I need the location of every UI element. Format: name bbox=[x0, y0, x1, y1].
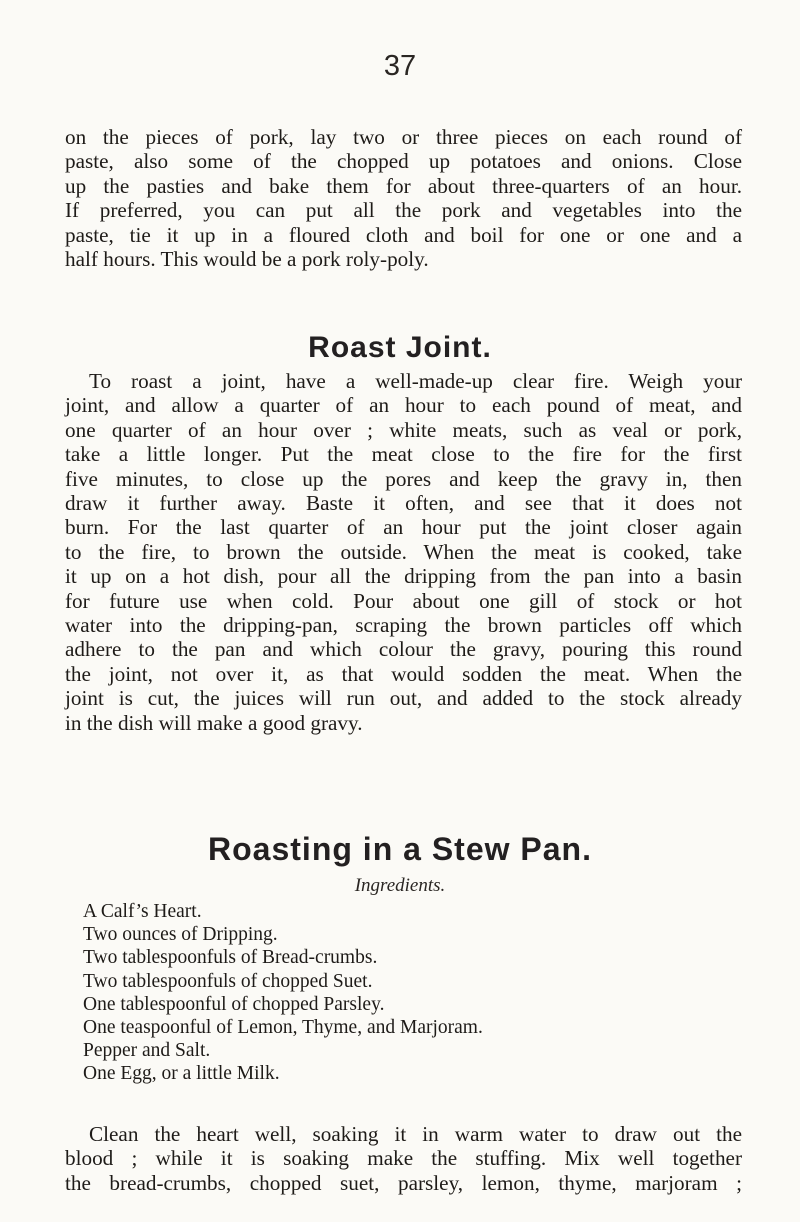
text-line: paste, also some of the chopped up potatoes and onions. Close bbox=[65, 149, 742, 174]
text-line: burn. For the last quarter of an hour put the joint closer again bbox=[65, 515, 742, 540]
stew-pan-heading: Roasting in a Stew Pan. bbox=[208, 831, 592, 867]
text-line: adhere to the pan and which colour the gravy, pouring this round bbox=[65, 637, 742, 662]
roast-joint-paragraph bbox=[65, 369, 742, 735]
ingredient-item: Two tablespoonfuls of Bread-crumbs. bbox=[83, 947, 378, 969]
roast-joint-heading: Roast Joint. bbox=[308, 331, 492, 364]
ingredients-label: Ingredients. bbox=[354, 875, 446, 896]
text-line: for future use when cold. Pour about one gill of stock or hot bbox=[65, 588, 742, 613]
text-line: the bread-crumbs, chopped suet, parsley, lemon, thyme, marjoram ; bbox=[65, 1170, 742, 1195]
ingredient-item: One tablespoonful of chopped Parsley. bbox=[83, 993, 385, 1015]
text-line: take a little longer. Put the meat close to the fire for the first bbox=[65, 442, 742, 467]
text-line: paste, tie it up in a floured cloth and boil for one or one and a bbox=[65, 222, 742, 247]
ingredient-item: Two tablespoonfuls of chopped Suet. bbox=[83, 970, 373, 992]
ingredient-item: One Egg, or a little Milk. bbox=[83, 1063, 280, 1085]
ingredient-item: Pepper and Salt. bbox=[83, 1040, 211, 1062]
text-line: the joint, not over it, as that would sodden the meat. When the bbox=[65, 661, 742, 686]
ingredient-item: Two ounces of Dripping. bbox=[83, 924, 278, 946]
text-line: it up on a hot dish, pour all the dripping from the pan into a basin bbox=[65, 564, 742, 589]
intro-text bbox=[65, 125, 742, 271]
page-number: 37 bbox=[383, 50, 417, 82]
text-line: on the pieces of pork, lay two or three pieces on each round of bbox=[65, 125, 742, 149]
text-line: one quarter of an hour over ; white meats, such as veal or pork, bbox=[65, 417, 742, 442]
stew-pan-text bbox=[65, 1122, 742, 1195]
text-line: in the dish will make a good gravy. bbox=[65, 710, 363, 735]
text-line: up the pasties and bake them for about three-quarters of an hour. bbox=[65, 173, 742, 198]
text-line: Clean the heart well, soaking it in warm water to draw out the bbox=[89, 1122, 742, 1146]
roast-joint-text bbox=[65, 369, 742, 735]
text-line: If preferred, you can put all the pork and vegetables into the bbox=[65, 198, 742, 223]
text-line: blood ; while it is soaking make the stuffing. Mix well together bbox=[65, 1146, 742, 1171]
ingredient-item: One teaspoonful of Lemon, Thyme, and Marjoram. bbox=[83, 1017, 483, 1039]
stew-pan-paragraph bbox=[65, 1122, 742, 1195]
text-line: To roast a joint, have a well-made-up clear fire. Weigh your bbox=[89, 369, 742, 393]
ingredient-item: A Calf’s Heart. bbox=[83, 901, 202, 922]
intro-paragraph bbox=[65, 125, 742, 271]
text-line: water into the dripping-pan, scraping the brown particles off which bbox=[65, 613, 742, 638]
text-line: half hours. This would be a pork roly-poly. bbox=[65, 247, 429, 272]
text-line: draw it further away. Baste it often, and see that it does not bbox=[65, 491, 742, 516]
text-line: joint, and allow a quarter of an hour to each pound of meat, and bbox=[65, 393, 742, 418]
text-line: five minutes, to close up the pores and keep the gravy in, then bbox=[65, 466, 742, 491]
text-line: to the fire, to brown the outside. When the meat is cooked, take bbox=[65, 539, 742, 564]
text-line: joint is cut, the juices will run out, and added to the stock already bbox=[65, 686, 742, 711]
ingredients-list bbox=[83, 900, 483, 1086]
